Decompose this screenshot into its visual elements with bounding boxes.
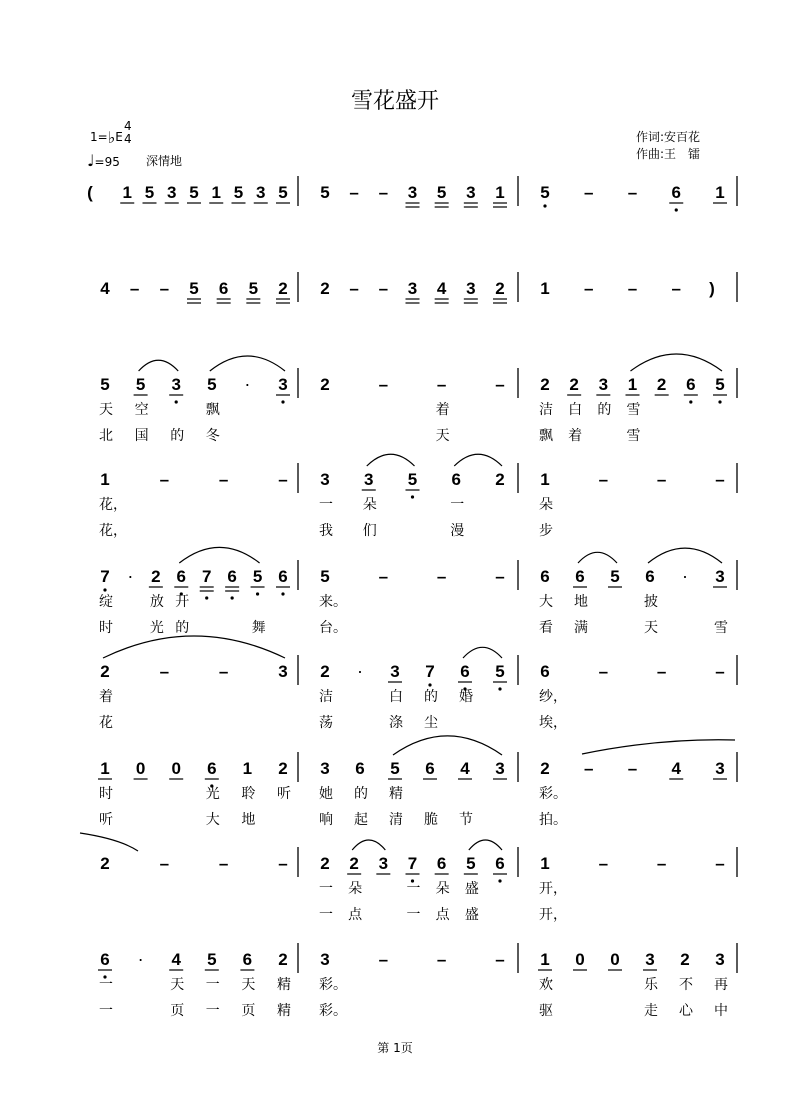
note: 1 [122,183,132,202]
note: 3 [278,375,288,394]
slur [367,454,415,466]
dash-extension: – [378,950,389,969]
lyric-syllable: 光 [149,620,164,636]
note: 5 [135,375,146,394]
dash-extension: – [129,279,140,298]
lyric-syllable: 响 [319,812,333,828]
note: 0 [575,950,585,969]
augmentation-dot: · [244,374,251,394]
song-title: 雪花盛开 [350,89,439,114]
dash-extension: – [436,950,447,969]
key-prefix: 1= [90,130,108,144]
slur [179,547,259,563]
dash-extension: – [436,567,447,586]
octave-dot [231,596,234,599]
note: 7 [100,567,110,586]
note: 2 [320,662,330,681]
slur [103,636,285,658]
note: 3 [278,662,288,681]
lyric-syllable: 台。 [319,620,347,636]
lyric-syllable: 精 [277,1003,291,1019]
lyric-syllable: 她 [319,786,333,802]
lyric-syllable: 披 [644,594,658,610]
lyric-syllable: 花 [99,715,113,731]
lyric-syllable: 大 [205,812,220,828]
dash-extension: – [159,662,170,681]
lyric-syllable: 尘 [424,715,438,731]
lyric-syllable: 飘 [539,428,553,444]
note: 0 [610,950,620,969]
lyric-syllable: 朵 [362,497,377,513]
expression-mark: 深情地 [146,154,183,168]
slur [210,356,285,371]
note: 2 [100,662,110,681]
note: 5 [252,567,263,586]
lyric-syllable: 再 [714,977,728,993]
lyric-syllable: 雪 [626,428,641,444]
lyric-syllable: 朵 [539,497,553,513]
quarter-note-icon: ♩ [87,151,95,170]
dash-extension: – [436,375,447,394]
note: 6 [540,662,550,681]
lyric-syllable: 一 [205,1003,220,1019]
dash-extension: – [495,375,505,394]
lyric-syllable: 的 [597,402,612,418]
octave-dot [498,687,501,690]
note: 5 [189,279,199,298]
dash-extension: – [278,854,288,873]
lyric-syllable: 中 [714,1003,728,1019]
note: 2 [100,854,110,873]
lyric-syllable: 驱 [539,1003,553,1019]
lyric-syllable: 彩。 [319,977,347,993]
lyric-syllable: 空 [134,402,149,418]
note: 4 [100,279,110,298]
lyric-syllable: 雪 [714,620,728,636]
lyric-syllable: 节 [459,812,473,828]
octave-dot [281,400,284,403]
dash-extension: – [218,470,229,489]
note: 7 [201,567,212,586]
note: 2 [540,375,550,394]
note: 3 [466,279,476,298]
dash-extension: – [627,183,638,202]
note: 3 [598,375,609,394]
lyric-syllable: 一 [99,977,113,993]
octave-dot [675,208,678,211]
note: 1 [715,183,725,202]
note: 1 [211,183,221,202]
lyric-syllable: 页 [170,1003,185,1019]
lyric-syllable: 步 [539,523,553,539]
lyric-syllable: 大 [539,594,553,610]
note: 5 [495,662,505,681]
note: 2 [656,375,667,394]
octave-dot [543,204,546,207]
lyric-syllable: 花， [99,523,127,539]
note: 3 [715,759,725,778]
lyric-syllable: 洁 [319,689,333,705]
note: 6 [686,375,696,394]
note: 3 [466,183,476,202]
dash-extension: – [627,279,638,298]
lyric-syllable: 花， [99,497,127,513]
note: 3 [320,950,330,969]
lyric-syllable: 走 [644,1003,658,1019]
composer-credit: 作曲:王 镭 [636,147,701,161]
lyric-syllable: 的 [170,428,185,444]
lyric-syllable: 一 [450,497,465,513]
lyric-syllable: 雪 [626,402,641,418]
augmentation-dot: · [682,566,688,586]
dash-extension: – [159,854,170,873]
lyric-syllable: 一 [319,497,333,513]
note: 6 [218,279,229,298]
note: 5 [610,567,620,586]
octave-dot [718,400,721,403]
lyric-syllable: 荡 [319,715,333,731]
slur [139,360,179,371]
octave-dot [428,683,431,686]
lyric-syllable: 乐 [644,977,658,993]
bracket: ) [709,279,715,298]
dash-extension: – [349,279,359,298]
lyric-syllable: 天 [241,977,256,993]
lyric-syllable: 精 [277,977,291,993]
slur [454,454,502,466]
note: 1 [495,183,505,202]
note: 6 [575,567,585,586]
lyric-syllable: 冬 [205,428,220,444]
note: 1 [627,375,638,394]
page-footer: 第 1页 [377,1041,413,1055]
note: 5 [248,279,259,298]
note: 3 [320,470,330,489]
note: 2 [349,854,359,873]
lyric-syllable: 开 [175,594,190,610]
note: 4 [671,759,681,778]
lyric-syllable: 彩。 [539,786,567,802]
note: 3 [645,950,655,969]
lyric-syllable: 盛 [464,907,479,923]
octave-dot [256,592,259,595]
note: 2 [495,470,505,489]
dash-extension: – [598,470,609,489]
lyric-syllable: 涤 [389,715,403,731]
note: 5 [189,183,199,202]
lyric-syllable: 舞 [251,620,266,636]
tie-out [582,740,735,754]
dash-extension: – [656,662,667,681]
lyric-syllable: 放 [149,594,164,610]
note: 3 [715,950,725,969]
note: 6 [495,854,505,873]
note: 6 [355,759,365,778]
lyric-syllable: 地 [241,812,256,828]
note: 3 [715,567,725,586]
time-top: 4 [124,119,132,133]
note: 6 [540,567,550,586]
lyric-syllable: 心 [679,1003,693,1019]
lyric-syllable: 洁 [539,402,553,418]
lyric-syllable: 的 [424,689,438,705]
octave-dot [411,495,414,498]
note: 1 [100,470,110,489]
dash-extension: – [598,662,609,681]
time-bottom: 4 [124,132,132,146]
note: 5 [390,759,400,778]
tie-in [80,833,138,851]
octave-dot [281,592,284,595]
lyric-syllable: 天 [170,977,185,993]
dash-extension: – [349,183,359,202]
note: 3 [364,470,374,489]
note: 2 [278,950,288,969]
note: 3 [390,662,400,681]
dash-extension: – [218,662,229,681]
lyric-syllable: 听 [99,812,113,828]
lyric-syllable: 听 [277,786,291,802]
lyric-syllable: 页 [241,1003,256,1019]
dash-extension: – [584,183,594,202]
lyric-syllable: 欢 [539,977,553,993]
dash-extension: – [378,567,389,586]
slur [469,840,502,850]
slur [578,552,617,563]
note: 5 [320,567,330,586]
note: 2 [569,375,579,394]
lyric-syllable: 精 [389,786,403,802]
lyric-syllable: 纱， [539,689,567,705]
note: 5 [715,375,725,394]
note: 5 [320,183,330,202]
note: 2 [320,854,330,873]
flat-icon: ♭ [107,128,116,147]
dash-extension: – [715,662,725,681]
lyric-syllable: 一 [319,907,333,923]
dash-extension: – [218,854,229,873]
dash-extension: – [159,279,170,298]
augmentation-dot: · [127,566,134,586]
note: 1 [540,950,550,969]
lyric-syllable: 看 [539,620,553,636]
note: 2 [540,759,550,778]
note: 5 [233,183,244,202]
note: 2 [278,759,288,778]
note: 6 [207,759,217,778]
lyric-syllable: 一 [99,1003,113,1019]
lyric-syllable: 清 [389,812,403,828]
lyric-syllable: 脆 [424,812,438,828]
note: 6 [100,950,110,969]
augmentation-dot: · [137,949,144,969]
slur [463,647,502,658]
lyric-syllable: 时 [99,620,113,636]
lyric-syllable: 着 [99,689,113,705]
note: 5 [207,950,217,969]
note: 3 [407,183,418,202]
note: 6 [436,854,447,873]
lyric-syllable: 开， [539,881,567,897]
dash-extension: – [656,854,667,873]
dash-extension: – [378,375,389,394]
note: 1 [100,759,110,778]
note: 5 [436,183,447,202]
lyric-syllable: 一 [406,881,421,897]
lyric-syllable: 满 [574,620,588,636]
lyric-syllable: 绽 [99,594,113,610]
lyric-syllable: 着 [435,402,450,418]
lyric-syllable: 飘 [205,402,220,418]
dash-extension: – [378,183,389,202]
note: 1 [242,759,253,778]
note: 4 [460,759,470,778]
lyric-syllable: 开， [539,907,567,923]
lyric-syllable: 朵 [435,881,450,897]
lyric-syllable: 北 [99,428,113,444]
lyric-syllable: 拍。 [539,812,567,828]
note: 6 [278,567,288,586]
lyric-syllable: 天 [644,620,658,636]
lyric-syllable: 婚 [459,689,473,705]
note: 6 [671,183,681,202]
note: 5 [466,854,476,873]
note: 2 [320,375,330,394]
note: 2 [278,279,288,298]
note: 3 [256,183,266,202]
note: 0 [171,759,181,778]
slur [352,840,385,850]
note: 3 [167,183,177,202]
augmentation-dot: · [357,661,363,681]
key-note: E [115,130,123,144]
note: 6 [645,567,655,586]
note: 6 [176,567,187,586]
note: 6 [460,662,470,681]
dash-extension: – [495,950,505,969]
lyric-syllable: 点 [348,907,363,923]
lyricist-credit: 作词:安百花 [636,130,701,144]
lyric-syllable: 埃， [539,715,567,731]
octave-dot [689,400,692,403]
dash-extension: – [584,759,594,778]
lyric-syllable: 点 [435,907,450,923]
lyric-syllable: 不 [679,977,693,993]
octave-dot [498,879,501,882]
note: 2 [151,567,161,586]
lyric-syllable: 天 [435,428,450,444]
lyric-syllable: 着 [568,428,583,444]
dash-extension: – [278,470,288,489]
note: 7 [407,854,418,873]
tempo-value: =95 [94,155,120,169]
slur [631,354,723,371]
lyric-syllable: 我 [319,523,333,539]
note: 2 [680,950,690,969]
dash-extension: – [656,470,667,489]
note: 5 [100,375,110,394]
octave-dot [205,596,208,599]
lyric-syllable: 盛 [464,881,479,897]
lyric-syllable: 一 [406,907,421,923]
dash-extension: – [584,279,594,298]
note: 3 [407,279,418,298]
lyric-syllable: 来。 [319,594,347,610]
lyric-syllable: 一 [205,977,220,993]
octave-dot [103,588,106,591]
note: 1 [540,279,550,298]
note: 3 [320,759,330,778]
dash-extension: – [715,854,725,873]
lyric-syllable: 国 [134,428,149,444]
note: 7 [425,662,435,681]
dash-extension: – [378,279,389,298]
slur [393,736,502,755]
note: 5 [407,470,418,489]
lyric-syllable: 起 [354,812,368,828]
lyric-syllable: 的 [175,620,190,636]
note: 1 [540,470,550,489]
dash-extension: – [715,470,725,489]
lyric-syllable: 们 [362,523,377,539]
note: 5 [278,183,288,202]
note: 6 [451,470,461,489]
dash-extension: – [495,567,505,586]
dash-extension: – [627,759,638,778]
note: 1 [540,854,550,873]
dash-extension: – [598,854,609,873]
lyric-syllable: 白 [389,689,403,705]
note: 3 [378,854,389,873]
note: 5 [207,375,217,394]
lyric-syllable: 时 [99,786,113,802]
slur [648,548,722,563]
note: 2 [495,279,505,298]
lyric-syllable: 朵 [348,881,363,897]
lyric-syllable: 漫 [450,523,465,539]
note: 2 [320,279,330,298]
lyric-syllable: 一 [319,881,333,897]
lyric-syllable: 彩。 [319,1003,347,1019]
note: 3 [171,375,181,394]
note: 0 [135,759,146,778]
note: 6 [227,567,237,586]
note: 4 [436,279,447,298]
note: 5 [540,183,550,202]
lyric-syllable: 地 [574,594,588,610]
note: 5 [144,183,155,202]
lyric-syllable: 光 [205,786,220,802]
lyric-syllable: 天 [99,402,113,418]
note: 4 [171,950,181,969]
octave-dot [175,400,178,403]
lyric-syllable: 白 [568,402,583,418]
note: 6 [425,759,435,778]
dash-extension: – [159,470,170,489]
lyric-syllable: 聆 [241,786,256,802]
lyric-syllable: 的 [354,786,368,802]
note: 6 [242,950,253,969]
dash-extension: – [671,279,681,298]
note: 3 [495,759,505,778]
bracket: ( [87,183,93,202]
